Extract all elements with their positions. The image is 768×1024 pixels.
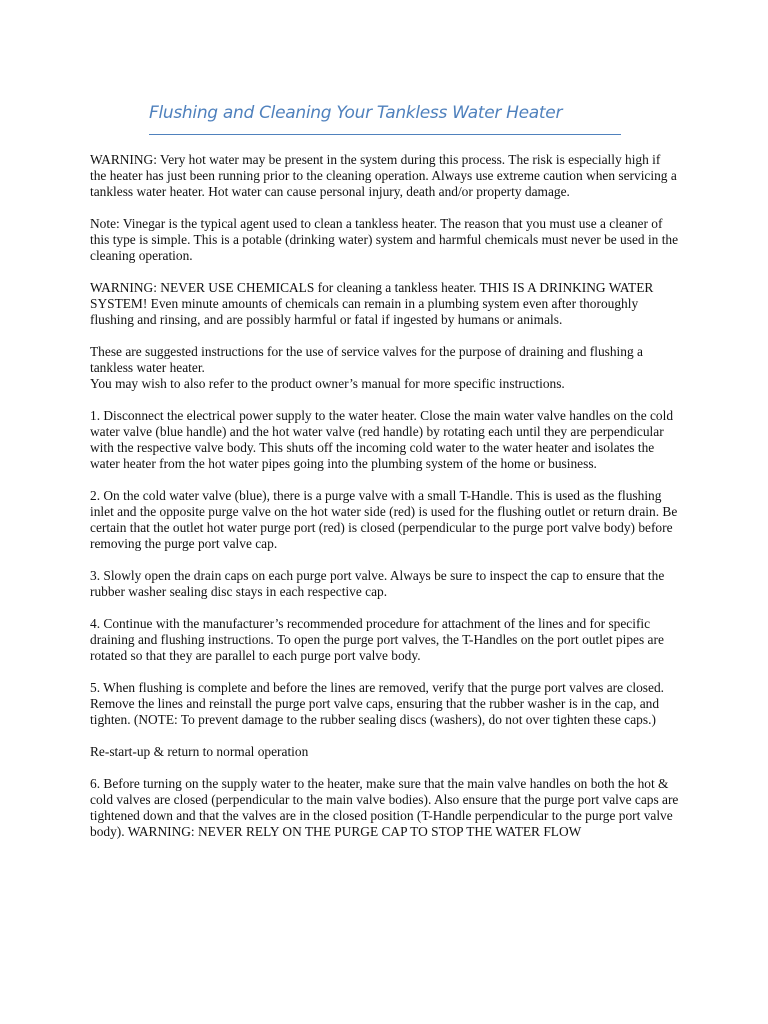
title-underline: [149, 134, 621, 135]
step-5-paragraph: 5. When flushing is complete and before the lines are removed, verify that the purge port valves are closed. Remove the lines and reinstall the purge port valve caps, ensuring that the rubber washer is in the cap, and tighten. (NOTE: To prevent damage to the rubber sealing discs (washers), do not over tighten these caps.): [90, 680, 664, 727]
warning-chemicals-paragraph: WARNING: NEVER USE CHEMICALS for cleaning a tankless heater. THIS IS A DRINKING WATER SYSTEM! Even minute amounts of chemicals can remain in a plumbing system even after thoroughly flushing and rinsing, and are possibly harmful or fatal if ingested by humans or animals.: [90, 280, 654, 327]
step-4-paragraph: 4. Continue with the manufacturer’s recommended procedure for attachment of the lines and for specific draining and flushing instructions. To open the purge port valves, the T-Handles on the port outlet pipes are rotated so that they are parallel to each purge port valve body.: [90, 616, 664, 663]
owners-manual-note-paragraph: You may wish to also refer to the product owner’s manual for more specific instructions.: [90, 376, 565, 391]
page-title: Flushing and Cleaning Your Tankless Water Heater: [149, 103, 563, 123]
restart-heading-paragraph: Re-start-up & return to normal operation: [90, 744, 309, 759]
step-1-paragraph: 1. Disconnect the electrical power supply to the water heater. Close the main water valve handles on the cold water valve (blue handle) and the hot water valve (red handle) by rotating each until they are perpendicular with the respective valve body. This shuts off the incoming cold water to the water heater and isolates the water heater from the hot water pipes going into the plumbing system of the home or business.: [90, 408, 674, 471]
warning-hot-water-paragraph: WARNING: Very hot water may be present in the system during this process. The risk is especially high if the heater has just been running prior to the cleaning operation. Always use extreme caution when servicing a tankless water heater. Hot water can cause personal injury, death and/or property damage.: [90, 152, 677, 199]
step-6-paragraph: 6. Before turning on the supply water to the heater, make sure that the main valve handles on both the hot & cold valves are closed (perpendicular to the main valve bodies). Also ensure that the purge port valve caps are tightened down and that the valves are in the closed position (T-Handle perpendicular to the purge port valve body). WARNING: NEVER RELY ON THE PURGE CAP TO STOP THE WATER FLOW: [90, 776, 679, 839]
step-3-paragraph: 3. Slowly open the drain caps on each purge port valve. Always be sure to inspect the cap to ensure that the rubber washer sealing disc stays in each respective cap.: [90, 568, 665, 599]
step-2-paragraph: 2. On the cold water valve (blue), there is a purge valve with a small T-Handle. This is used as the flushing inlet and the opposite purge valve on the hot water side (red) is used for the flushing outlet or return drain. Be certain that the outlet hot water purge port (red) is closed (perpendicular to the purge port valve body) before removing the purge port valve cap.: [90, 488, 678, 551]
document-body: [90, 152, 680, 856]
service-valves-intro-paragraph: These are suggested instructions for the use of service valves for the purpose of draining and flushing a tankless water heater.: [90, 344, 643, 375]
note-vinegar-paragraph: Note: Vinegar is the typical agent used to clean a tankless heater. The reason that you must use a cleaner of this type is simple. This is a potable (drinking water) system and harmful chemicals must never be used in the cleaning operation.: [90, 216, 679, 263]
